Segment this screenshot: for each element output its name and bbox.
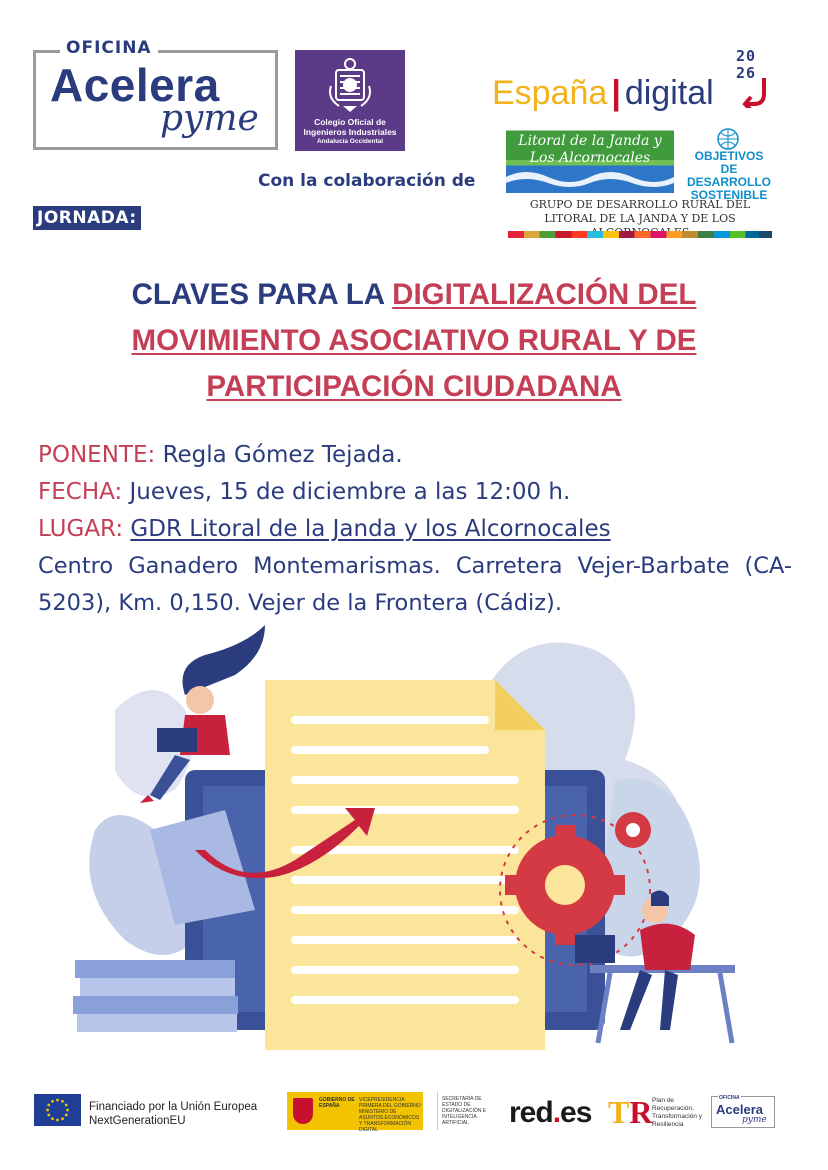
- wave-icon: [506, 165, 674, 193]
- paper-stack-4: [77, 1014, 237, 1032]
- acelera-pyme-small-logo: [711, 1096, 775, 1128]
- lugar-label: LUGAR:: [38, 516, 124, 542]
- address: Centro Ganadero Montemarismas. Carretera Vejer-Barbate (CA-5203), Km. 0,150. Vejer de la Frontera (Cádiz).: [38, 553, 792, 616]
- tr-t: T: [608, 1094, 630, 1130]
- gobierno-text: GOBIERNO DE ESPAÑA: [319, 1097, 355, 1109]
- collaboration-text: Con la colaboración de: [258, 171, 476, 191]
- digital-word: digital: [624, 74, 714, 112]
- espana-separator: |: [611, 74, 621, 112]
- eu-stars-icon: [34, 1094, 81, 1126]
- gobierno-espana-logo: [287, 1092, 423, 1133]
- small-oficina: OFICINA: [719, 1095, 740, 1101]
- redes-es: es: [560, 1096, 592, 1129]
- ministerio-text: VICEPRESIDENCIA PRIMERA DEL GOBIERNO MINISTERIO DE ASUNTOS ECONÓMICOS Y TRANSFORMACIÓN DIGITAL: [359, 1097, 421, 1133]
- eu-line2: NextGenerationEU: [89, 1115, 186, 1127]
- redes-dot: .: [552, 1096, 561, 1129]
- lugar-value: GDR Litoral de la Janda y los Alcornocales: [130, 516, 611, 542]
- plan-recuperacion-logo: [608, 1094, 652, 1131]
- event-info: [38, 437, 792, 622]
- eu-line1: Financiado por la Unión Europea: [89, 1101, 258, 1113]
- crest-icon: [323, 56, 377, 114]
- paper-stack-3: [73, 996, 238, 1014]
- colegio-region: Andalucía Occidental: [316, 138, 384, 145]
- fecha-label: FECHA:: [38, 479, 123, 505]
- paper-stack-2: [80, 978, 235, 996]
- ods-color-strip: [508, 231, 772, 238]
- event-title: [60, 272, 768, 410]
- secretaria-text: SECRETARÍA DE ESTADO DE DIGITALIZACIÓN E INTELIGENCIA ARTIFICIAL: [442, 1096, 487, 1126]
- eu-flag-icon: [34, 1094, 81, 1126]
- year-bottom: 26: [736, 64, 757, 82]
- title-highlight: DIGITALIZACIÓN DEL MOVIMIENTO ASOCIATIVO RURAL Y DE PARTICIPACIÓN CIUDADANA: [131, 278, 697, 403]
- espana-digital-logo: [492, 74, 714, 113]
- plan-recuperacion-text: Plan de Recuperación, Transformación y Resiliencia: [652, 1097, 702, 1128]
- litoral-janda-logo: [506, 127, 674, 193]
- ponente-row: [38, 437, 792, 474]
- digitalization-illustration: [55, 600, 755, 1070]
- tr-r: R: [629, 1094, 653, 1130]
- litoral-logo-text: Litoral de la Janda y Los Alcornocales: [518, 133, 662, 166]
- gdr-text: GRUPO DE DESARROLLO RURAL DEL LITORAL DE LA JANDA Y DE LOS: [529, 198, 751, 225]
- acelera-pyme-text: pyme: [160, 98, 259, 139]
- spain-shield-icon: [293, 1098, 313, 1124]
- colegio-ingenieros-logo: [295, 50, 405, 151]
- small-acelera: Acelera: [716, 1102, 763, 1117]
- eu-funding-text: [89, 1100, 257, 1128]
- fecha-row: [38, 474, 792, 511]
- return-arrow-icon: [742, 76, 772, 108]
- small-pyme: pyme: [742, 1115, 767, 1125]
- jornada-label: JORNADA:: [33, 206, 141, 230]
- un-emblem-icon: [713, 127, 743, 151]
- lugar-row: [38, 511, 792, 548]
- redes-red: red: [509, 1096, 553, 1129]
- year-top: 20: [736, 47, 757, 65]
- colegio-name: Colegio Oficial de Ingenieros Industriales: [303, 117, 397, 137]
- secretaria-logo: [437, 1092, 496, 1130]
- ponente-value: Regla Gómez Tejada.: [162, 442, 403, 468]
- ponente-label: PONENTE:: [38, 442, 156, 468]
- espana-word: España: [492, 74, 608, 112]
- acelera-logo-text: Acelera: [50, 59, 220, 111]
- ods-text: OBJETIVOS DE DESARROLLO SOSTENIBLE: [687, 149, 771, 202]
- paper-stack-1: [75, 960, 235, 978]
- title-prefix: CLAVES PARA LA: [131, 278, 384, 311]
- redes-logo: [509, 1096, 591, 1130]
- fecha-value: Jueves, 15 de diciembre a las 12:00 h.: [129, 479, 571, 505]
- acelera-oficina-label: OFICINA: [60, 38, 158, 58]
